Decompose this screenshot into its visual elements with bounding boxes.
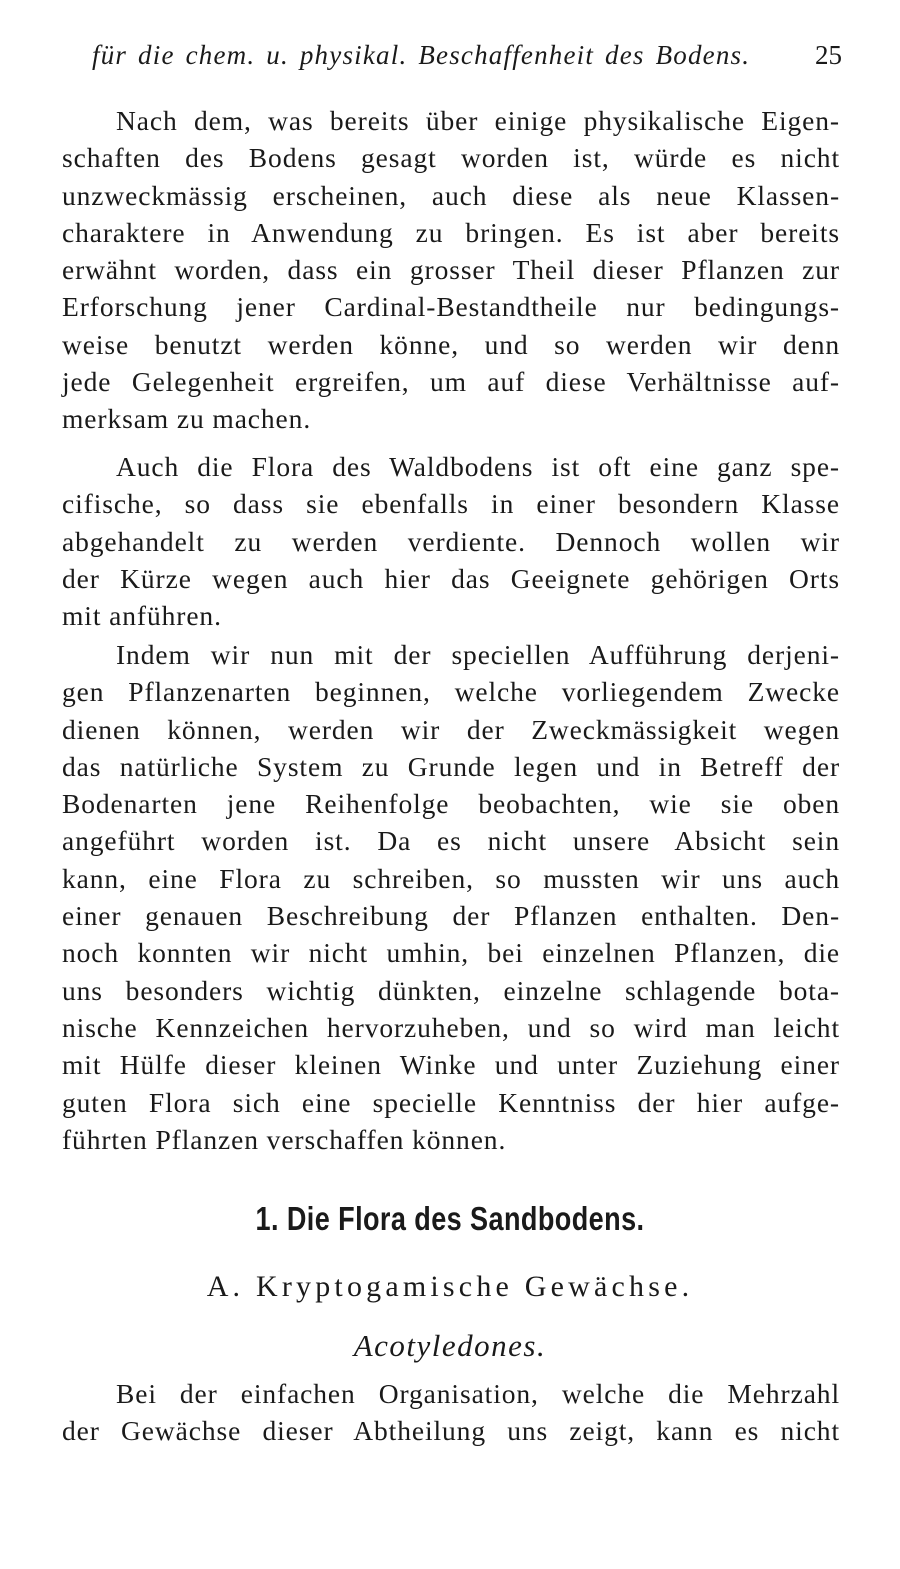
running-head: [92, 40, 842, 80]
text-line: dienen können, werden wir der Zweckmässigkeit wegen: [62, 713, 840, 745]
text-line: mit Hülfe dieser kleinen Winke und unter Zuziehung einer: [62, 1049, 840, 1081]
text-line: abgehandelt zu werden verdiente. Dennoch wollen wir: [62, 525, 840, 557]
text-line: Nach dem, was bereits über einige physikalische Eigen-: [116, 105, 840, 136]
text-line: das natürliche System zu Grunde legen und in Betreff der: [62, 750, 840, 782]
running-head-title: für die chem. u. physikal. Beschaffenheit des Bodens.: [92, 40, 751, 70]
paragraph-3: [62, 636, 840, 1158]
text-line: mit anführen.: [62, 600, 222, 632]
section-heading: 1. Die Flora des Sandbodens.: [255, 1200, 645, 1237]
text-line: merksam zu machen.: [62, 403, 312, 435]
text-line: Bodenarten jene Reihenfolge beobachten, wie sie oben: [62, 788, 840, 820]
text-line: führten Pflanzen verschaffen können.: [62, 1123, 507, 1155]
text-line: der Kürze wegen auch hier das Geeignete gehörigen Orts: [62, 562, 840, 594]
paragraph-2: [62, 448, 840, 634]
text-line: erwähnt worden, dass ein grosser Theil dieser Pflanzen zur: [62, 254, 840, 286]
text-line: einer genauen Beschreibung der Pflanzen enthalten. Den-: [62, 900, 840, 932]
text-line: Indem wir nun mit der speciellen Aufführung derjeni-: [116, 639, 840, 670]
text-line: guten Flora sich eine specielle Kenntniss der hier aufge-: [62, 1086, 840, 1118]
paragraph-1: [62, 102, 840, 438]
subsection-heading: A. Kryptogamische Gewächse.: [206, 1270, 694, 1303]
text-line: gen Pflanzenarten beginnen, welche vorliegendem Zwecke: [62, 676, 840, 708]
text-line: weise benutzt werden könne, und so werden wir denn: [62, 328, 840, 360]
text-line: Auch die Flora des Waldbodens ist oft eine ganz spe-: [116, 451, 840, 482]
text-line: der Gewächse dieser Abtheilung uns zeigt, kann es nicht: [62, 1415, 840, 1447]
text-line: nische Kennzeichen hervorzuheben, und so wird man leicht: [62, 1011, 840, 1043]
text-line: kann, eine Flora zu schreiben, so mussten wir uns auch: [62, 862, 840, 894]
text-line: cifische, so dass sie ebenfalls in einer besondern Klasse: [62, 488, 840, 520]
text-line: Bei der einfachen Organisation, welche die Mehrzahl: [116, 1378, 840, 1409]
text-line: charaktere in Anwendung zu bringen. Es ist aber bereits: [62, 216, 840, 248]
class-heading: Acotyledones.: [353, 1328, 547, 1363]
text-line: schaften des Bodens gesagt worden ist, würde es nicht: [62, 142, 840, 174]
text-line: unzweckmässig erscheinen, auch diese als neue Klassen-: [62, 179, 840, 211]
text-line: uns besonders wichtig dünkten, einzelne schlagende bota-: [62, 974, 840, 1006]
page-number: 25: [815, 40, 842, 70]
paragraph-4: [62, 1375, 840, 1450]
text-line: angeführt worden ist. Da es nicht unsere Absicht sein: [62, 825, 840, 857]
text-line: jede Gelegenheit ergreifen, um auf diese Verhältnisse auf-: [62, 366, 840, 398]
text-line: noch konnten wir nicht umhin, bei einzelnen Pflanzen, die: [62, 937, 840, 969]
text-line: Erforschung jener Cardinal-Bestandtheile nur bedingungs-: [62, 291, 840, 323]
